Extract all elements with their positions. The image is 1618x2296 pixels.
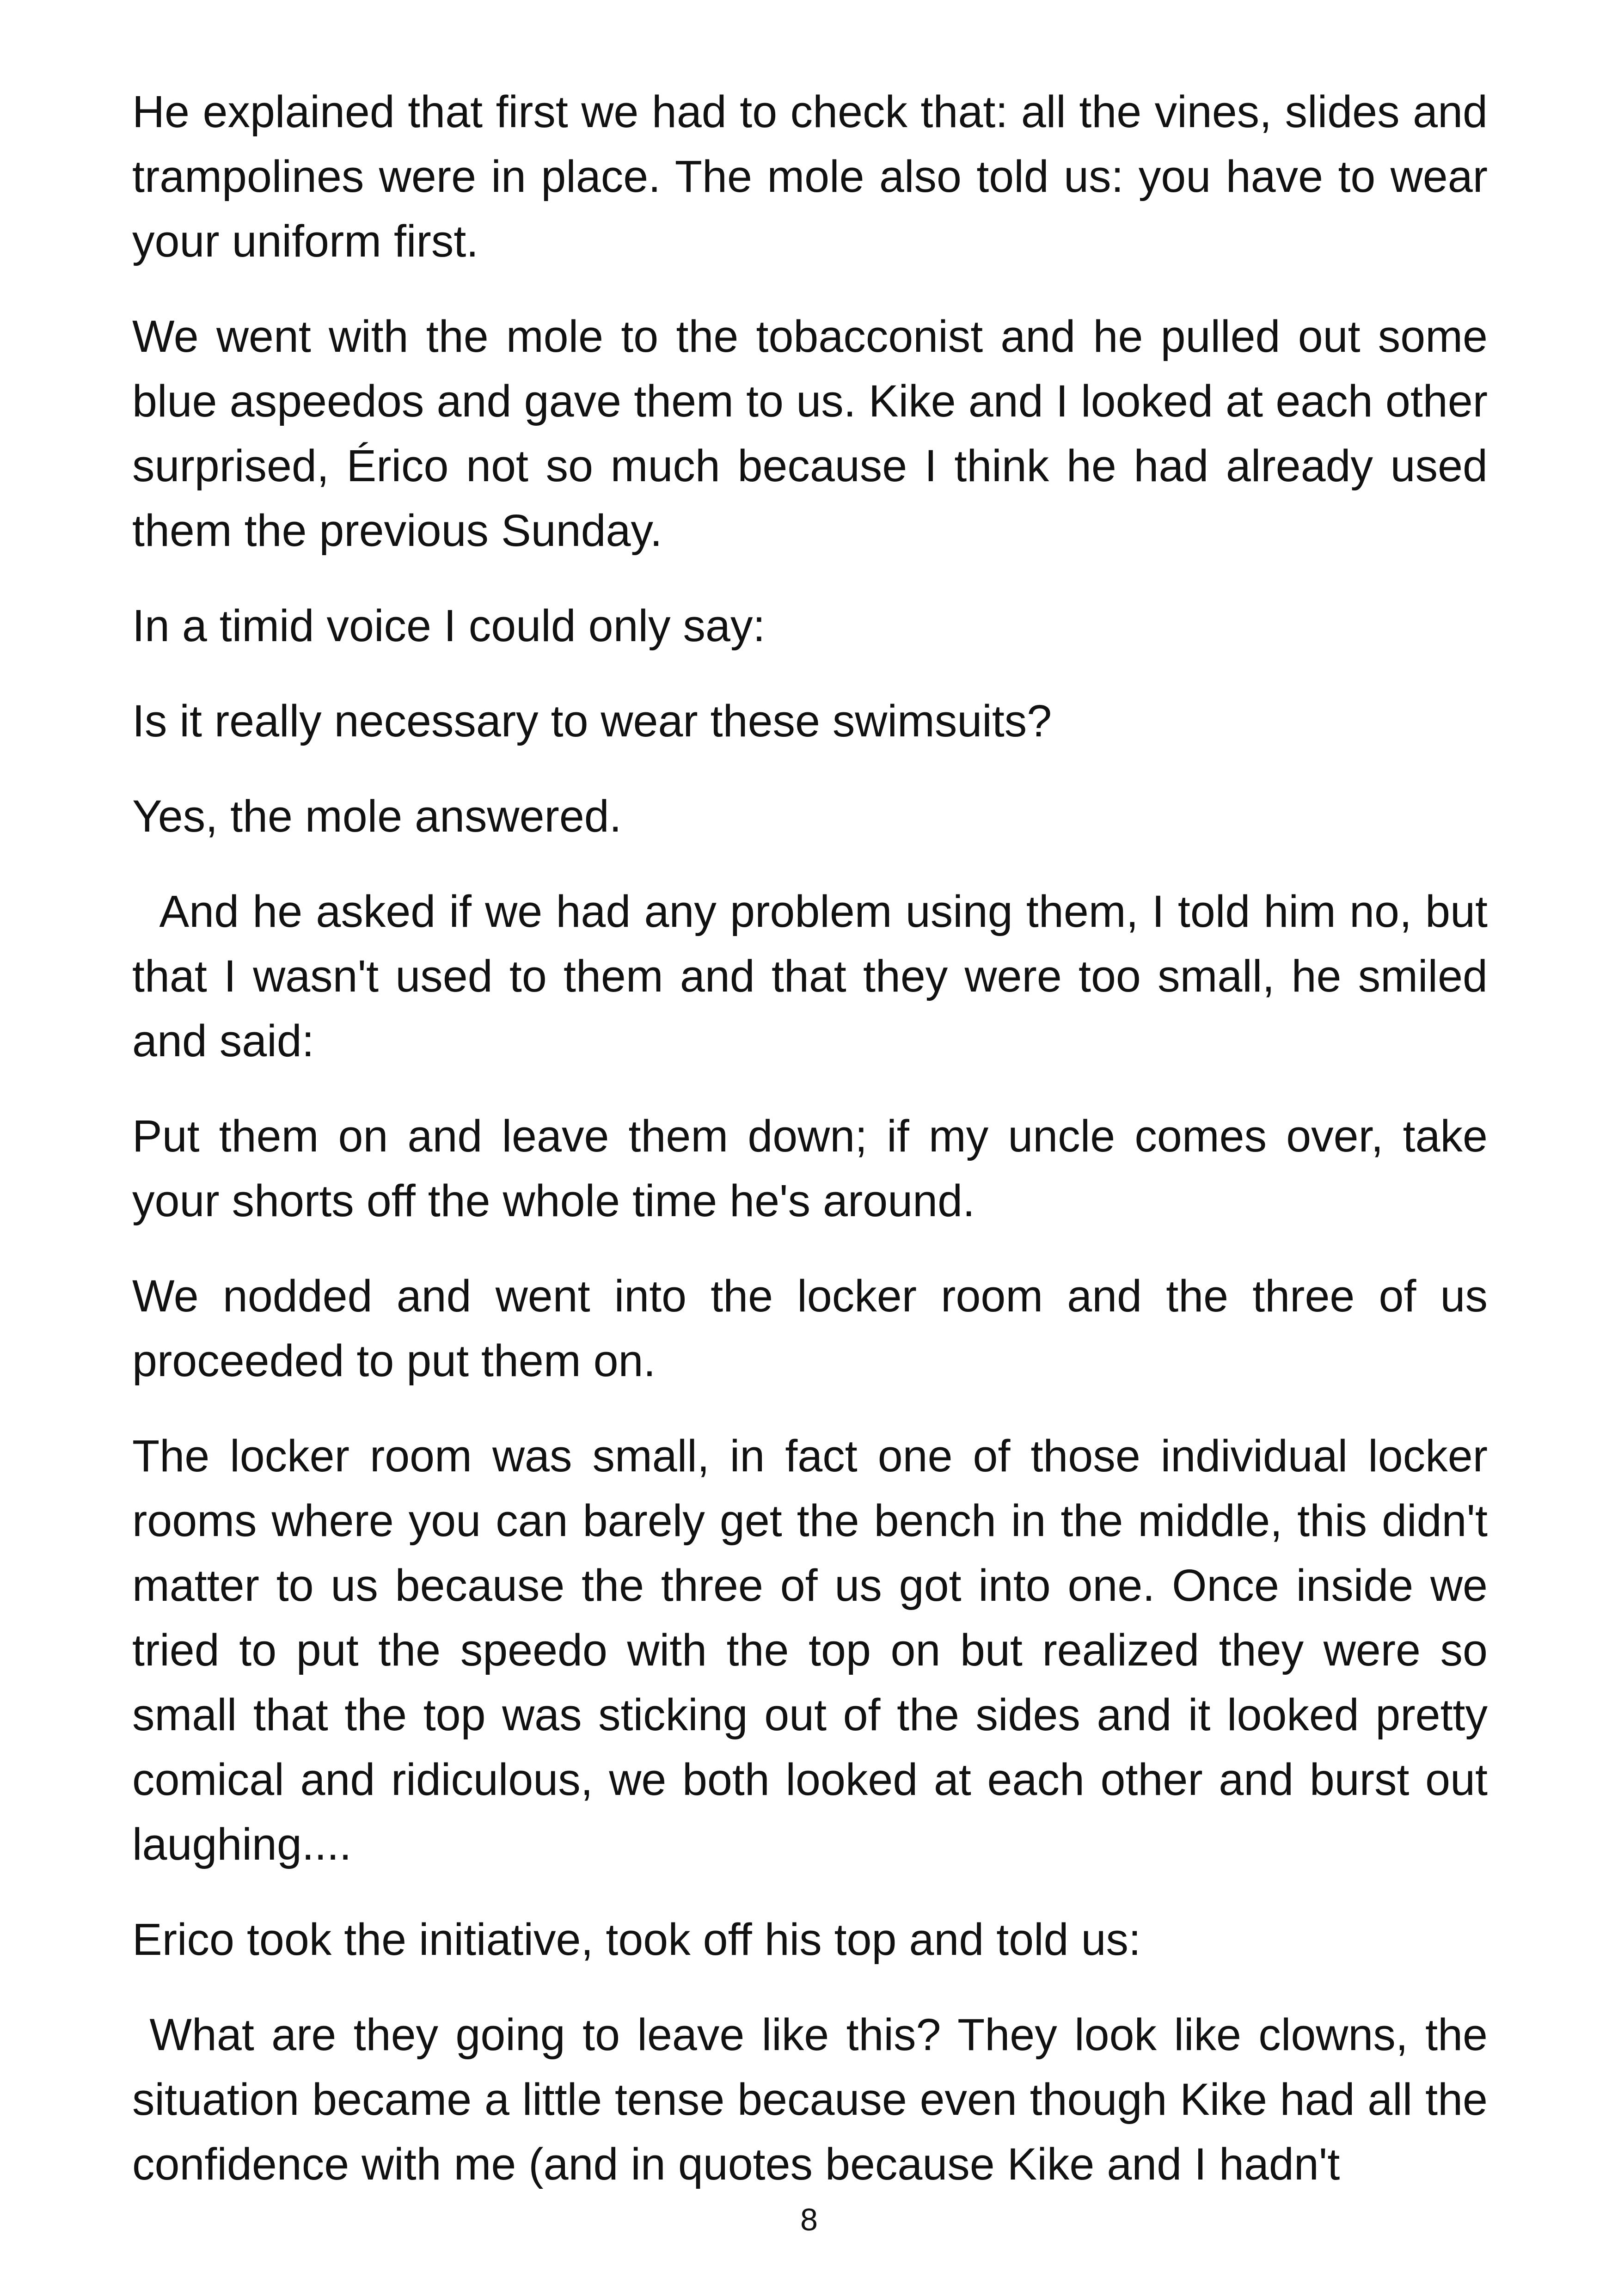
paragraph-3: In a timid voice I could only say:: [132, 600, 766, 651]
paragraph-1: He explained that first we had to check that: all the vines, slides and trampolines were in place. The mole also told us: you have to wear your uniform first.: [132, 86, 1488, 266]
paragraph-10: Erico took the initiative, took off his top and told us:: [132, 1914, 1141, 1965]
paragraph-4: Is it really necessary to wear these swimsuits?: [132, 696, 1052, 746]
paragraph-8: We nodded and went into the locker room and the three of us proceeded to put them on.: [132, 1271, 1488, 1386]
paragraph-9: The locker room was small, in fact one of those individual locker rooms where you can barely get the bench in the middle, this didn't matter to us because the three of us got into one. Once inside we tried to put the speedo with the top on but realized they were so small that the top was sticking out of the sides and it looked pretty comical and ridiculous, we both looked at each other and burst out laughing....: [132, 1431, 1488, 1869]
paragraph-5: Yes, the mole answered.: [132, 791, 622, 841]
body-text: [132, 80, 1500, 2227]
page-number: 8: [800, 2202, 818, 2237]
paragraph-7: Put them on and leave them down; if my uncle comes over, take your shorts off the whole time he's around.: [132, 1111, 1488, 1226]
paragraph-2: We went with the mole to the tobacconist and he pulled out some blue aspeedos and gave them to us. Kike and I looked at each other surprised, Érico not so much because I think he had already used them the previous Sunday.: [132, 311, 1488, 556]
paragraph-6: And he asked if we had any problem using them, I told him no, but that I wasn't used to them and that they were too small, he smiled and said:: [132, 886, 1500, 1066]
paragraph-11: What are they going to leave like this? They look like clowns, the situation became a little tense because even though Kike had all the confidence with me (and in quotes because Kike and I hadn't: [132, 2009, 1500, 2189]
